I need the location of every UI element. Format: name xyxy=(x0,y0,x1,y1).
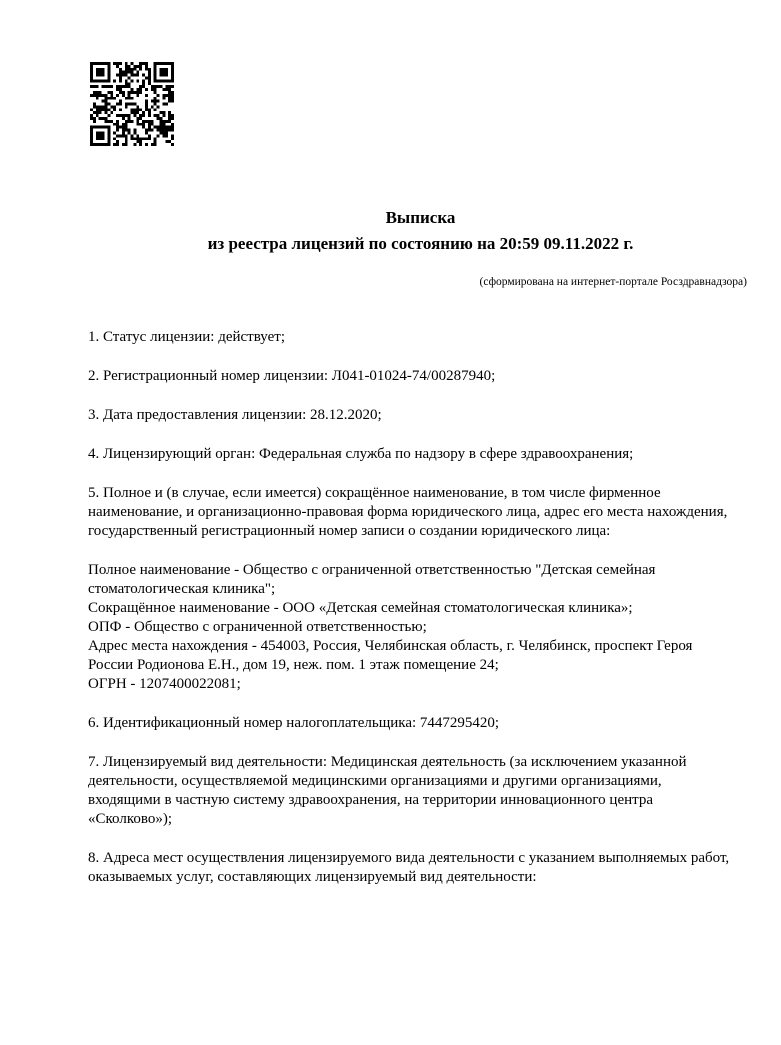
document-body xyxy=(88,328,738,907)
organization-full-name: Полное наименование - Общество с ограниченной ответственностью "Детская семейная стоматологическая клиника"; xyxy=(88,562,656,597)
licensed-activity: 7. Лицензируемый вид деятельности: Медицинская деятельность (за исключением указанной деятельности, осуществляемой медицинскими организациями и другими организациями, входящими в частную систему здравоохранения, на территории инновационного центра «Сколково»); xyxy=(88,754,687,827)
organization-legal-form: ОПФ - Общество с ограниченной ответственностью; xyxy=(88,619,427,635)
document-subtitle: из реестра лицензий по состоянию на 20:59 09.11.2022 г. xyxy=(207,234,634,253)
organization-ogrn: ОГРН - 1207400022081; xyxy=(88,676,241,692)
organization-details-heading: 5. Полное и (в случае, если имеется) сокращённое наименование, в том числе фирменное наименование, и организационно-правовая форма юридического лица, адрес его места нахождения, государственный регистрационный номер записи о создании юридического лица: xyxy=(88,485,728,539)
organization-details xyxy=(88,561,738,694)
license-registration-number: 2. Регистрационный номер лицензии: Л041-01024-74/00287940; xyxy=(88,368,496,384)
organization-short-name: Сокращённое наименование - ООО «Детская семейная стоматологическая клиника»; xyxy=(88,600,633,616)
qr-code-icon xyxy=(90,62,174,146)
qr-code xyxy=(90,62,174,146)
source-note: (сформирована на интернет-портале Росздравнадзора) xyxy=(479,276,747,288)
license-status: 1. Статус лицензии: действует; xyxy=(88,329,285,345)
licensing-authority: 4. Лицензирующий орган: Федеральная служба по надзору в сфере здравоохранения; xyxy=(88,446,634,462)
document-header xyxy=(0,207,781,255)
taxpayer-id: 6. Идентификационный номер налогоплательщика: 7447295420; xyxy=(88,715,500,731)
activity-addresses-heading: 8. Адреса мест осуществления лицензируемого вида деятельности с указанием выполняемых работ, оказываемых услуг, составляющих лицензируемый вид деятельности: xyxy=(88,850,730,885)
document-title: Выписка xyxy=(385,208,456,227)
license-issue-date: 3. Дата предоставления лицензии: 28.12.2020; xyxy=(88,407,382,423)
organization-address: Адрес места нахождения - 454003, Россия, Челябинская область, г. Челябинск, проспект Героя России Родионова Е.Н., дом 19, неж. пом. 1 этаж помещение 24; xyxy=(88,638,693,673)
